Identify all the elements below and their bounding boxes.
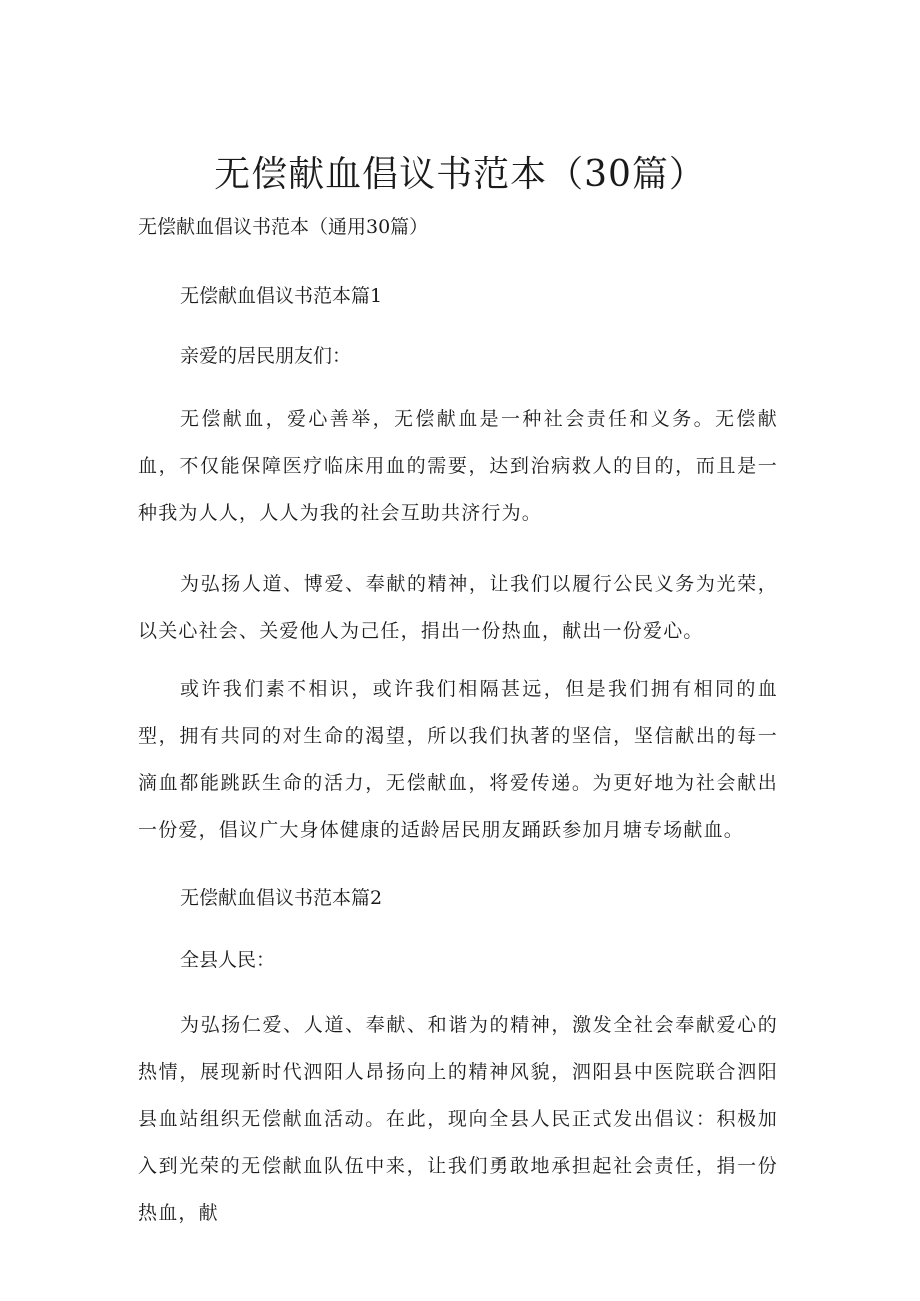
section-heading-1: 无偿献血倡议书范本篇1: [180, 285, 383, 307]
paragraph-1-1: 无偿献血，爱心善举，无偿献血是一种社会责任和义务。无偿献血，不仅能保障医疗临床用血的需要，达到治病救人的目的，而且是一种我为人人，人人为我的社会互助共济行为。: [138, 408, 778, 524]
paragraph-2-1: 为弘扬仁爱、人道、奉献、和谐为的精神，激发全社会奉献爱心的热情，展现新时代泗阳人昂扬向上的精神风貌，泗阳县中医院联合泗阳县血站组织无偿献血活动。在此，现向全县人民正式发出倡议：积极加入到光荣的无偿献血队伍中来，让我们勇敢地承担起社会责任，捐一份热血，献: [138, 1014, 778, 1224]
paragraph-1-3: 或许我们素不相识，或许我们相隔甚远，但是我们拥有相同的血型，拥有共同的对生命的渴望，所以我们执著的坚信，坚信献出的每一滴血都能跳跃生命的活力，无偿献血，将爱传递。为更好地为社会献出一份爱，倡议广大身体健康的适龄居民朋友踊跃参加月塘专场献血。: [138, 678, 778, 841]
salutation-1: 亲爱的居民朋友们：: [180, 345, 352, 367]
document-title: 无偿献血倡议书范本（30篇）: [214, 154, 706, 195]
document-subtitle: 无偿献血倡议书范本（通用30篇）: [138, 216, 429, 238]
section-heading-2: 无偿献血倡议书范本篇2: [180, 887, 383, 909]
salutation-2: 全县人民：: [180, 949, 276, 971]
paragraph-1-2: 为弘扬人道、博爱、奉献的精神，让我们以履行公民义务为光荣，以关心社会、关爱他人为己任，捐出一份热血，献出一份爱心。: [138, 573, 778, 642]
